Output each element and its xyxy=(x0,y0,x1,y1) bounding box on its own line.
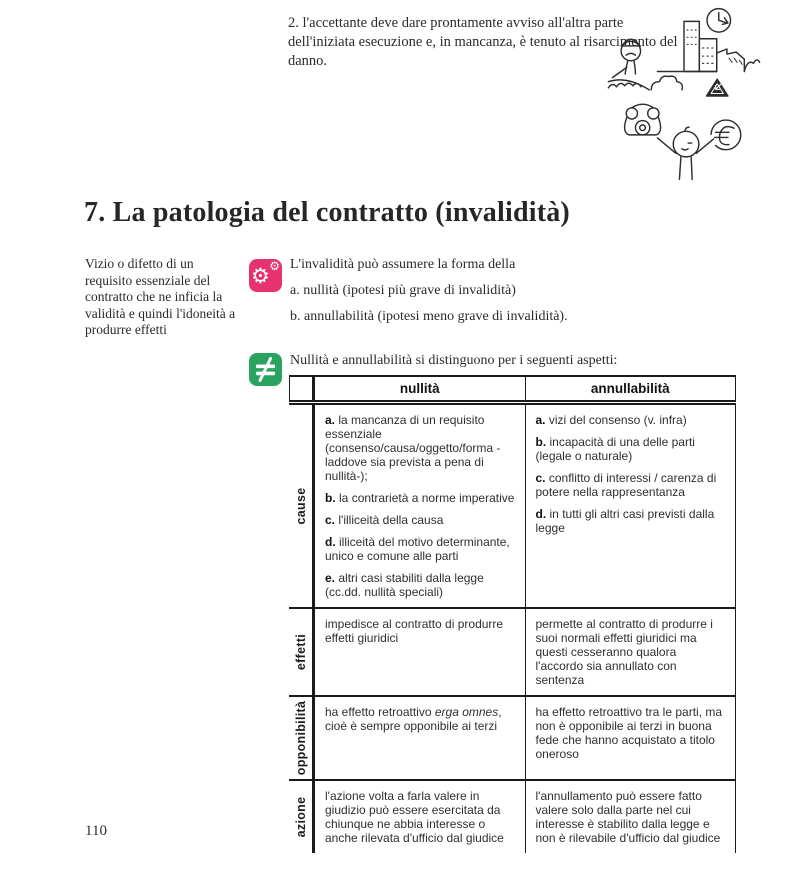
cause-annullabilita-cell: a. vizi del consenso (v. infra) b. incapacità di una delle parti (legale o naturale) c. conflitto di interessi / carenza di potere nella rappresentanza d. in tutti gli altri casi previsti dalla legge xyxy=(526,405,737,607)
table-row-opponibilita xyxy=(289,697,736,781)
gears-icon: ⚙ ⚙ xyxy=(249,259,282,292)
euro-symbol xyxy=(715,127,734,145)
row-label-opponibilita: opponibilità xyxy=(293,700,308,776)
acceptance-notice-paragraph: 2. l'accettante deve dare prontamente avviso all'altra parte dell'iniziata esecuzione e, in mancanza, è tenuto al risarcimento del danno. xyxy=(288,15,678,69)
opponibilita-annullabilita-cell: ha effetto retroattivo tra le parti, ma non è opponibile ai terzi in buona fede che hanno acquistato a titolo oneroso xyxy=(526,697,737,779)
invalidity-intro: L'invalidità può assumere la forma della xyxy=(290,257,516,272)
not-equal-icon xyxy=(249,353,282,386)
column-header-nullita: nullità xyxy=(315,377,526,400)
row-label-azione: azione xyxy=(293,796,308,838)
construction-clock-buildings-cartoon xyxy=(608,9,759,96)
table-row-cause xyxy=(289,405,736,609)
effetti-annullabilita-cell: permette al contratto di produrre i suoi normali effetti giuridici ma questi cesseranno qualora l'accordo sia annullato con sentenza xyxy=(526,609,737,695)
page-number: 110 xyxy=(85,823,107,839)
effetti-nullita-cell: impedisce al contratto di produrre effetti giuridici xyxy=(315,609,526,695)
pickaxe xyxy=(608,67,649,89)
opponibilita-nullita-cell: ha effetto retroattivo erga omnes, cioè è sempre opponibile ai terzi xyxy=(315,697,526,779)
azione-annullabilita-cell: l'annullamento può essere fatto valere solo dalla parte nel cui interesse è stabilito dalla legge e non è rilevabile d'ufficio dal giudice xyxy=(526,781,737,853)
invalidity-item-b: b. annullabilità (ipotesi meno grave di invalidità). xyxy=(290,309,568,324)
table-row-azione xyxy=(289,781,736,853)
header-label-cell xyxy=(289,377,315,400)
telephone-icon xyxy=(632,104,653,108)
margin-definition-note: Vizio o difetto di un requisito essenziale del contratto che ne inficia la validità e quindi l'idoneità a produrre effetti xyxy=(85,256,236,337)
chapter-heading: 7. La patologia del contratto (invalidità) xyxy=(84,197,570,228)
row-label-cause: cause xyxy=(293,487,308,525)
table-header-row xyxy=(289,377,736,405)
phone-money-cartoon xyxy=(625,104,741,179)
column-header-annullabilita: annullabilità xyxy=(526,377,737,400)
margin-cartoons xyxy=(598,4,770,186)
figure-head xyxy=(673,131,699,157)
cause-nullita-cell: a. la mancanza di un requisito essenziale (consenso/causa/oggetto/forma -laddove sia prevista a pena di nullità-); b. la contrarietà a norme imperative c. l'illiceità della causa d. illiceità del motivo determinante, unico e comune alle parti e. altri casi stabiliti dalla legge (cc.dd. nullità speciali) xyxy=(315,405,526,607)
row-label-effetti: effetti xyxy=(293,633,308,671)
nullita-annullabilita-table xyxy=(289,375,736,853)
invalidity-item-a: a. nullità (ipotesi più grave di invalidità) xyxy=(290,283,516,298)
table-row-effetti xyxy=(289,609,736,697)
invalidity-forms-block xyxy=(290,255,730,333)
comparison-intro: Nullità e annullabilità si distinguono per i seguenti aspetti: xyxy=(290,353,618,368)
azione-nullita-cell: l'azione volta a farla valere in giudizio può essere esercitata da chiunque ne abbia interesse o anche rilevata d'ufficio dal giudice xyxy=(315,781,526,853)
